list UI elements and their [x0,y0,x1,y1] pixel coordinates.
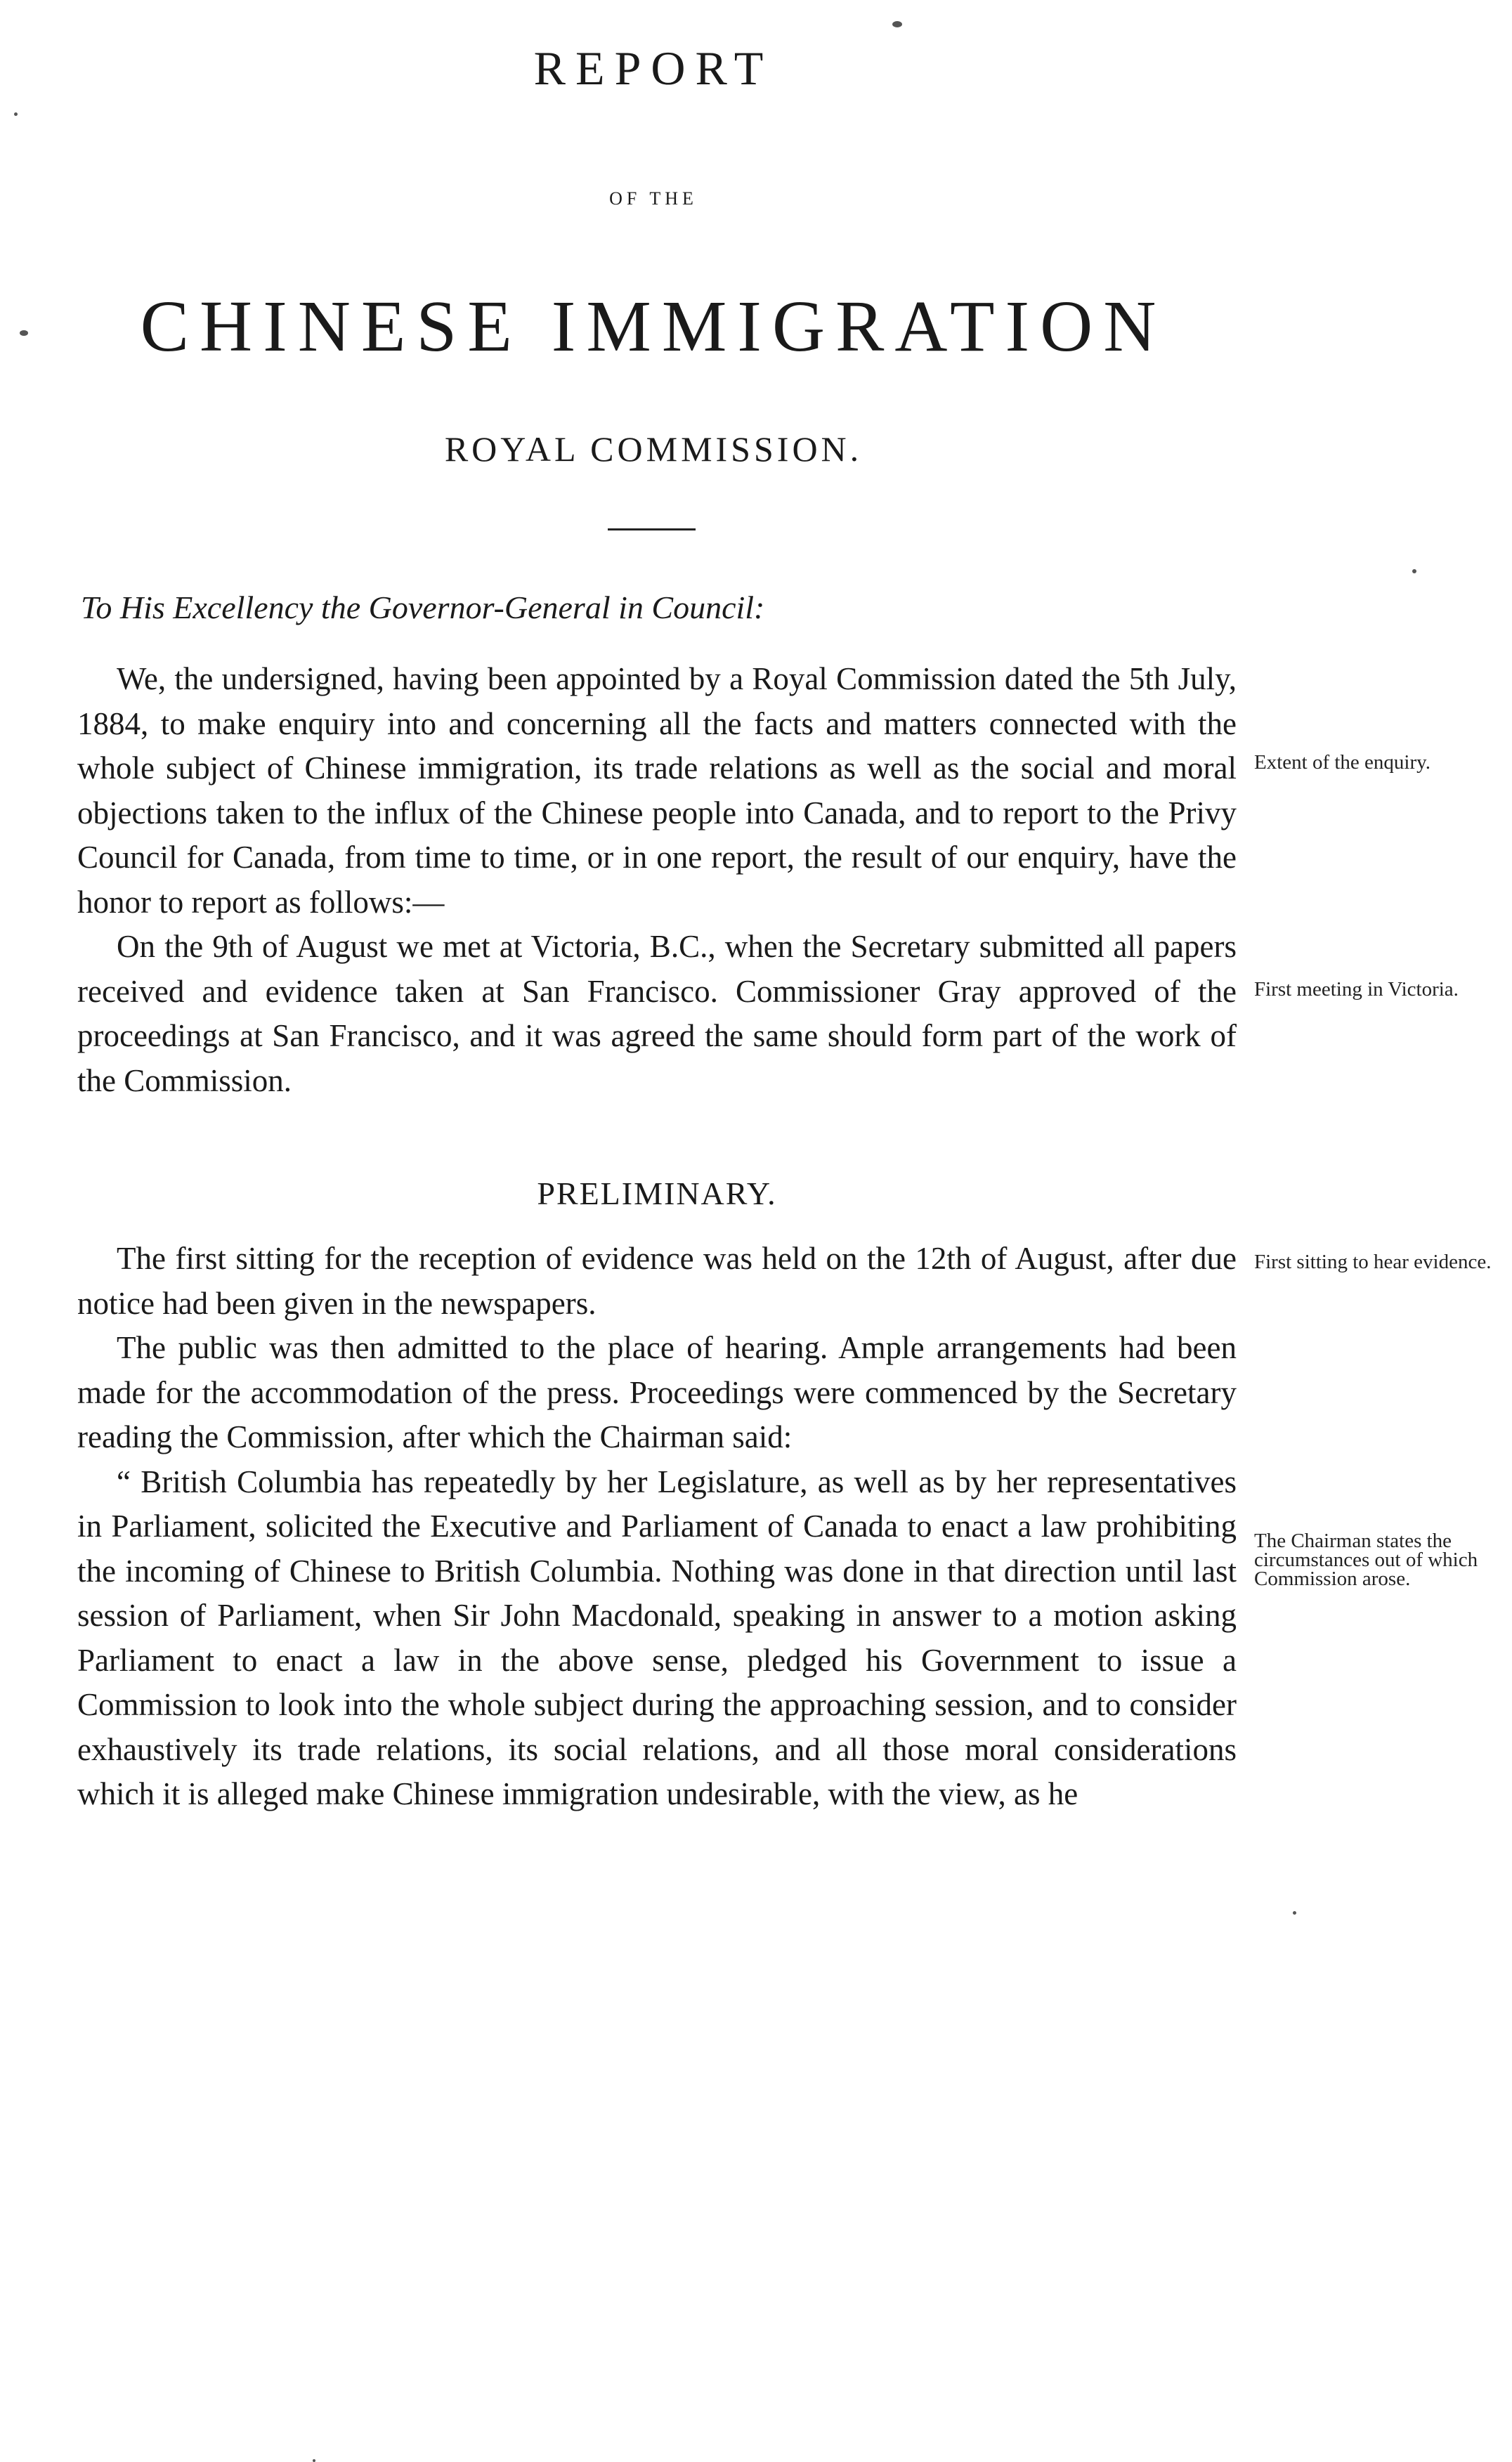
title-divider [608,528,696,530]
scan-speck [1412,569,1416,573]
scan-speck [1293,1911,1296,1915]
body-section-1 [77,657,1237,1103]
paragraph: “ British Columbia has repeatedly by her Legislature, as well as by her representatives in Parliament, solicited the Executive and Parliament of Canada to enact a law prohibiting the incoming of Chinese to British Columbia. Nothing was done in that direction until last session of Parliament, when Sir John Macdonald, speaking in answer to a motion asking Parliament to enact a law in the above sense, pledged his Government to issue a Commission to look into the whole subject during the approaching session, and to consider exhaustively its trade relations, its social relations, and all those moral considerations which it is alleged make Chinese immigration undesirable, with the view, as he [77,1464,1237,1811]
body-section-2 [77,1237,1237,1817]
scan-speck [313,2459,315,2462]
subtitle: ROYAL COMMISSION. [444,429,863,469]
paragraph: We, the undersigned, having been appointed by a Royal Commission dated the 5th July, 1884, to make enquiry into and concerning all the facts and matters connected with the whole subject of Chinese immigration, its trade relations as well as the social and moral objections taken to the influx of the Chinese people into Canada, and to report to the Privy Council for Canada, from time to time, or in one report, the result of our enquiry, have the honor to report as follows:— [77,661,1237,920]
main-title: CHINESE IMMIGRATION [140,286,1167,367]
paragraph: On the 9th of August we met at Victoria, B.C., when the Secretary submitted all papers received and evidence taken at San Francisco. Commissioner Gray approved of the proceedings at San Francisco, and it was agreed the same should form part of the work of the Commission. [77,929,1237,1098]
scan-speck [892,21,902,27]
paragraph: The first sitting for the reception of evidence was held on the 12th of August, after due notice had been given in the newspapers. [77,1241,1237,1321]
margin-note: The Chairman states the circumstances out of which Commission arose. [1254,1530,1478,1590]
salutation: To His Excellency the Governor-General in Council: [81,590,765,625]
margin-note: First sitting to hear evidence. [1254,1251,1492,1273]
margin-note: Extent of the enquiry. [1254,751,1430,774]
section-heading: PRELIMINARY. [537,1175,777,1211]
paragraph: The public was then admitted to the place of hearing. Ample arrangements had been made for the accommodation of the press. Proceedings were commenced by the Secretary reading the Commission, after which the Chairman said: [77,1330,1237,1454]
scan-speck [14,112,18,116]
scan-speck [20,330,28,336]
of-the-heading: OF THE [609,188,698,209]
report-heading: REPORT [533,41,774,95]
margin-note: First meeting in Victoria. [1254,978,1459,1001]
